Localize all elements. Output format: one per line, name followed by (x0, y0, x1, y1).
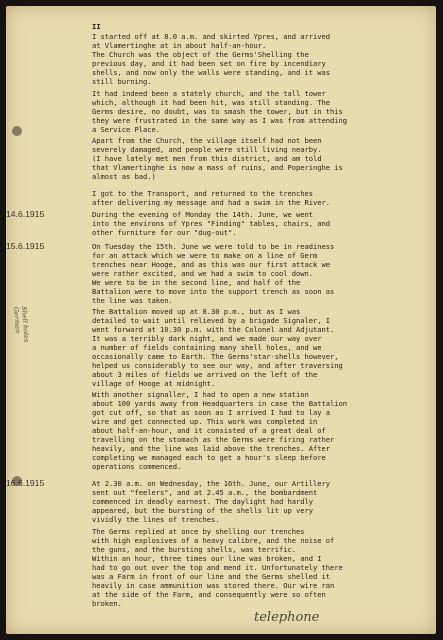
text-line: almost as bad.) (92, 172, 156, 181)
text-line: had to go out over the top and mend it. Unfortunately there (92, 563, 343, 572)
text-line: at the side of the Farm, and consequently were so often (92, 590, 326, 599)
text-line: went forward at 10.30 p.m. with the Colonel and Adjutant. (92, 325, 335, 334)
text-line: which, although it had been hit, was still standing. The (92, 98, 330, 107)
text-line: heavily in case ammunition was stored there. Our wire ran (92, 581, 335, 590)
text-line: On Tuesday the 15th. June we were told to be in readiness (92, 242, 335, 251)
text-line: commenced in deadly earnest. The daylight had hardly (92, 497, 313, 506)
text-line: a number of fields containing many shell holes, and we (92, 343, 322, 352)
text-line: heavily, and the line was laid above the trenches. After (92, 444, 330, 453)
text-line: at Vlamertinghe at in about half-an-hour. (92, 41, 267, 50)
text-line: The Germs replied at once by shelling our trenches (92, 527, 305, 536)
text-line: helped us considerably to see our way, and after traversing (92, 361, 343, 370)
text-line: detailed to wait until relieved by a brigade Signaler, I (92, 316, 330, 325)
text-line: We were to be in the second line, and half of the (92, 278, 301, 287)
text-line: previous day, and it had been set on fire by incendiary (92, 59, 326, 68)
text-line: about 100 yards away from Headquarters in case the Battalion (92, 399, 347, 408)
text-line: was a Farm in front of our line and the Germs shelled it (92, 572, 330, 581)
text-line: broken. (92, 599, 122, 608)
text-line: It had indeed been a stately church, and the tall tower (92, 89, 326, 98)
page-marker: II (92, 22, 101, 31)
text-line: were rather excited, and we had a swim to cool down. (92, 269, 313, 278)
text-line: I got to the Transport, and returned to the trenches (92, 189, 313, 198)
text-line: about half-an-hour, and it consisted of a great deal of (92, 426, 326, 435)
text-line: shells, and now only the walls were standing, and it was (92, 68, 330, 77)
text-line: trenches near Hooge, and as this was our first attack we (92, 260, 330, 269)
text-line: that Vlamertinghe is now a mass of ruins, and Poperinghe is (92, 163, 343, 172)
text-line: got cut off, so that as soon as I arrived I had to lay a (92, 408, 330, 417)
text-line: still burning. (92, 77, 152, 86)
text-line: operations commenced. (92, 462, 182, 471)
text-line: a Service Place. (92, 125, 160, 134)
text-line: Battalion were to move into the support trench as soon as (92, 287, 335, 296)
text-line: (I have lately met men from this district, and am told (92, 154, 322, 163)
text-line: about 3 miles of fields we arrived on the left of the (92, 370, 318, 379)
text-line: During the evening of Monday the 14th. June, we went (92, 210, 313, 219)
text-line: severely damaged, and people were still living nearby. (92, 145, 322, 154)
document-page (6, 6, 436, 634)
margin-note-bottom: telephone (254, 610, 320, 625)
text-line: other furniture for our "dug-out". (92, 228, 237, 237)
text-line: village of Hooge at midnight. (92, 379, 216, 388)
text-line: for an attack which we were to make on a line of Germ (92, 251, 318, 260)
text-line: I started off at 8.0 a.m. and skirted Ypres, and arrived (92, 32, 330, 41)
margin-note-left: Shell holes German (12, 306, 31, 343)
text-line: with high explosives of a heavy calibre, and the noise of (92, 536, 335, 545)
text-line: occasionally came to Earth. The Germs'star-shells however, (92, 352, 339, 361)
text-line: travelling on the stomach as the Germs were firing rather (92, 435, 335, 444)
text-line: into the environs of Ypres "Finding" tables, chairs, and (92, 219, 330, 228)
text-line: vividly the lines of trenches. (92, 515, 220, 524)
text-line: completing we managed each to get a hour's sleep before (92, 453, 326, 462)
text-line: sent out "feelers", and at 2.45 a.m., the bombardment (92, 488, 318, 497)
text-line: The Battalion moved up at 8.30 p.m., but as I was (92, 307, 301, 316)
text-line: With another signaller, I had to open a new station (92, 390, 309, 399)
entry-date: 16.6.1915 (6, 478, 45, 488)
text-line: the line was taken. (92, 296, 173, 305)
text-line: the guns, and the bursting shells, was terrific. (92, 545, 296, 554)
text-line: Apart from the Church, the village itself had not been (92, 136, 322, 145)
text-line: It was a terribly dark night, and we made our way over (92, 334, 322, 343)
text-line: Within an hour, three times our line was broken, and I (92, 554, 322, 563)
text-line: after delivering my message and had a swim in the River. (92, 198, 330, 207)
text-line: At 2.30 a.m. on Wednesday, the 16th. June, our Artillery (92, 479, 330, 488)
entry-date: 14.6.1915 (6, 209, 45, 219)
text-line: wire and get connected up. This work was completed in (92, 417, 318, 426)
entry-date: 15.6.1915 (6, 241, 45, 251)
text-line: they were frustrated in the same way as I was from attending (92, 116, 347, 125)
text-line: The Church was the object of the Germs'Shelling the (92, 50, 309, 59)
text-line: Germs desire, no doubt, was to smash the tower, but in this (92, 107, 343, 116)
punch-hole (12, 126, 22, 136)
text-line: appeared, but the bursting of the shells lit up very (92, 506, 313, 515)
